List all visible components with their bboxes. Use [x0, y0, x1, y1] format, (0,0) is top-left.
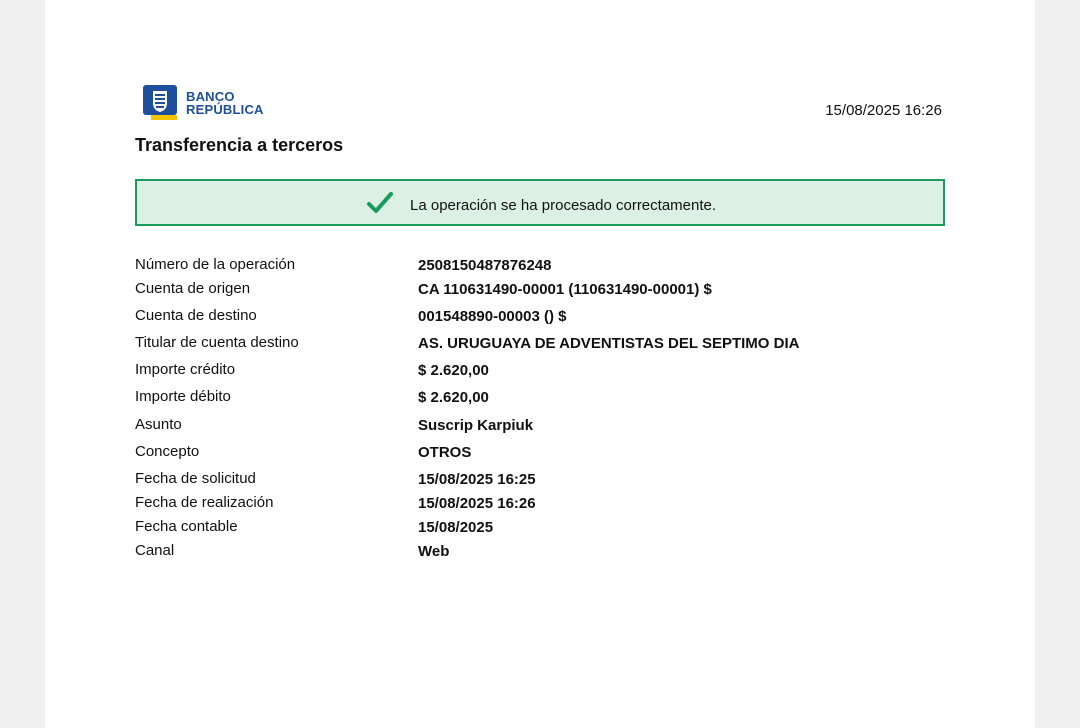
page-title: Transferencia a terceros [135, 135, 344, 155]
logo-line-1: BANCO [186, 89, 235, 104]
detail-value: Suscrip Karpiuk [418, 417, 534, 434]
detail-value: $ 2.620,00 [418, 389, 489, 406]
detail-label: Número de la operación [135, 256, 296, 273]
detail-label: Importe crédito [135, 361, 236, 378]
success-banner [135, 179, 945, 226]
bank-logo [143, 85, 283, 121]
detail-label: Cuenta de destino [135, 307, 257, 324]
detail-label: Concepto [135, 443, 200, 460]
detail-label: Cuenta de origen [135, 280, 251, 297]
detail-row-destination-account [135, 307, 955, 329]
detail-value: 15/08/2025 16:26 [418, 495, 536, 512]
detail-value: OTROS [418, 444, 472, 461]
detail-row-operation-number [135, 256, 955, 278]
detail-row-execution-date [135, 494, 955, 516]
detail-label: Importe débito [135, 388, 231, 405]
detail-row-debit-amount [135, 388, 955, 410]
detail-row-credit-amount [135, 361, 955, 383]
detail-value: Web [418, 543, 450, 560]
bank-logo-text [186, 90, 264, 116]
detail-value: 2508150487876248 [418, 257, 552, 274]
detail-row-concept [135, 443, 955, 465]
receipt-page [45, 0, 1035, 728]
detail-value: CA 110631490-00001 (110631490-00001) $ [418, 281, 712, 298]
detail-value: $ 2.620,00 [418, 362, 489, 379]
bank-logo-icon [143, 85, 177, 121]
detail-row-subject [135, 416, 955, 438]
detail-label: Fecha contable [135, 518, 238, 535]
detail-value: 15/08/2025 16:25 [418, 471, 536, 488]
success-message: La operación se ha procesado correctamente. [410, 197, 717, 214]
detail-value: 001548890-00003 () $ [418, 308, 567, 325]
detail-label: Canal [135, 542, 175, 559]
receipt-timestamp: 15/08/2025 16:26 [825, 102, 942, 119]
detail-row-accounting-date [135, 518, 955, 540]
check-icon [367, 191, 393, 215]
detail-value: 15/08/2025 [418, 519, 494, 536]
detail-row-origin-account [135, 280, 955, 302]
detail-row-request-date [135, 470, 955, 492]
logo-line-2: REPÚBLICA [186, 102, 264, 117]
detail-row-destination-holder [135, 334, 955, 356]
detail-label: Fecha de realización [135, 494, 274, 511]
detail-row-channel [135, 542, 955, 564]
detail-label: Fecha de solicitud [135, 470, 256, 487]
detail-label: Titular de cuenta destino [135, 334, 299, 351]
detail-value: AS. URUGUAYA DE ADVENTISTAS DEL SEPTIMO DIA [418, 335, 800, 352]
detail-label: Asunto [135, 416, 182, 433]
